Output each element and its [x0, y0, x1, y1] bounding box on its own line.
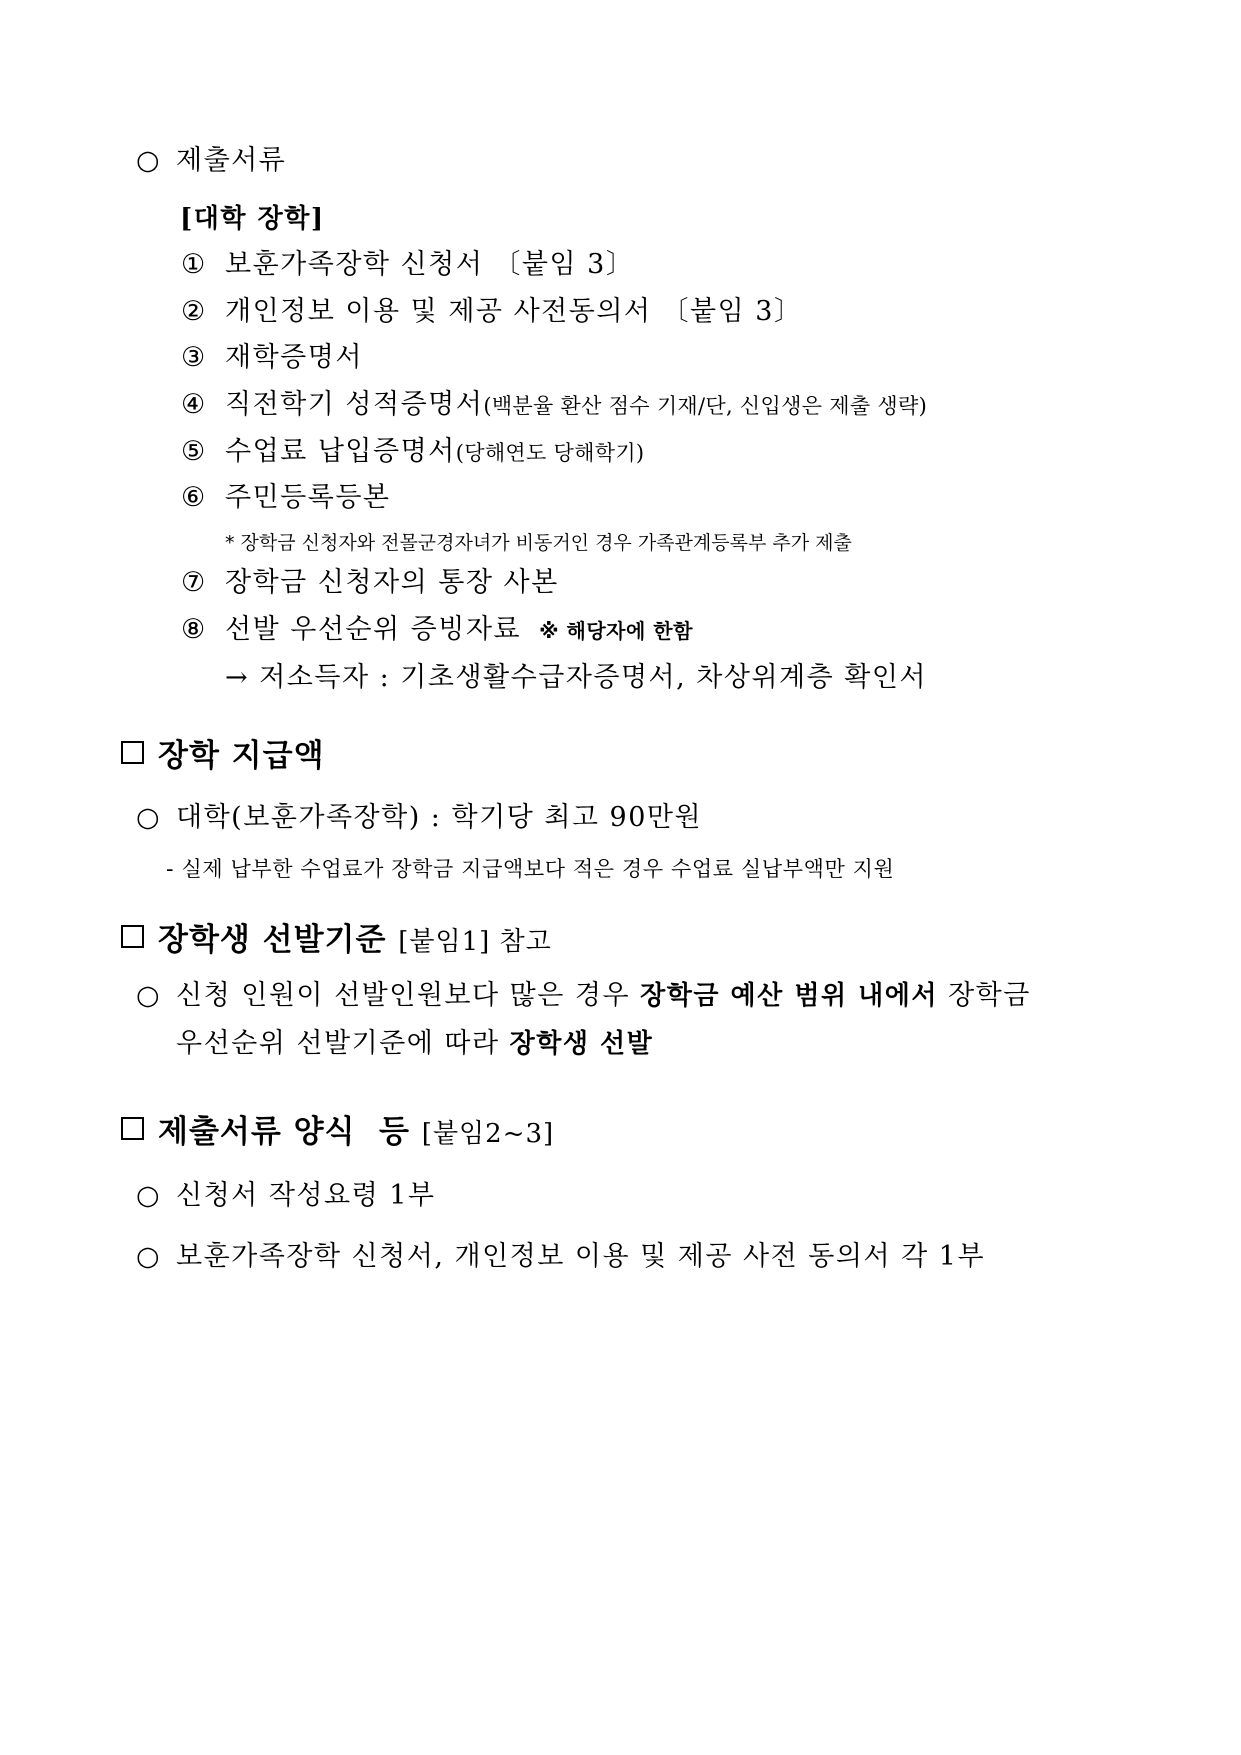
- payment-section-title: 장학 지급액: [158, 738, 325, 774]
- document-item-6: [181, 484, 391, 511]
- document-item-8: [181, 616, 693, 643]
- circle-bullet-icon: ○: [136, 1241, 162, 1272]
- item-marker: ①: [181, 249, 207, 280]
- selection-text-c: 장학금: [937, 980, 1031, 1011]
- forms-item-text: 보훈가족장학 신청서, 개인정보 이용 및 제공 사전 동의서 각 1부: [176, 1241, 986, 1272]
- forms-section-heading: [121, 1114, 555, 1150]
- item-note: ※ 해당자에 한함: [539, 619, 693, 643]
- selection-line-1: [136, 982, 1031, 1009]
- square-bullet-icon: [121, 925, 144, 948]
- circle-bullet-icon: ○: [136, 980, 162, 1011]
- selection-section-title: 장학생 선발기준: [158, 922, 387, 958]
- document-item-2: [181, 298, 803, 325]
- item-marker: ⑤: [181, 436, 207, 467]
- circle-bullet-icon: ○: [136, 1180, 162, 1211]
- documents-heading-text: 제출서류: [176, 145, 287, 176]
- item-marker: ④: [181, 389, 207, 420]
- item-text: 주민등록등본: [225, 482, 391, 513]
- document-item-1: [181, 251, 634, 278]
- selection-section-heading: [121, 922, 552, 958]
- payment-section-heading: [121, 738, 325, 774]
- payment-line-text: 대학(보훈가족장학) : 학기당 최고 90만원: [176, 802, 703, 833]
- document-item-4: [181, 391, 927, 418]
- item-text: 개인정보 이용 및 제공 사전동의서 〔붙임 3〕: [225, 296, 803, 327]
- item-text: 보훈가족장학 신청서 〔붙임 3〕: [225, 249, 635, 280]
- item-text: 선발 우선순위 증빙자료: [225, 614, 521, 645]
- resident-register-note: * 장학금 신청자와 전몰군경자녀가 비동거인 경우 가족관계등록부 추가 제출: [225, 532, 852, 554]
- payment-line: [136, 804, 702, 831]
- item-marker: ③: [181, 342, 207, 373]
- forms-section-ref: [붙임2~3]: [421, 1119, 555, 1149]
- forms-item-text: 신청서 작성요령 1부: [176, 1180, 436, 1211]
- square-bullet-icon: [121, 1117, 144, 1140]
- item-text: 장학금 신청자의 통장 사본: [225, 567, 559, 598]
- documents-category: [대학 장학]: [180, 204, 325, 234]
- document-item-3: [181, 344, 363, 371]
- item-text: 수업료 납입증명서: [225, 436, 456, 467]
- priority-detail: → 저소득자 : 기초생활수급자증명서, 차상위계층 확인서: [225, 662, 928, 693]
- document-item-7: [181, 569, 559, 596]
- document-item-5: [181, 438, 644, 465]
- circle-bullet-icon: ○: [136, 145, 162, 176]
- selection-text-emphasis: 장학생 선발: [509, 1029, 654, 1059]
- item-note: (당해연도 당해학기): [455, 441, 645, 465]
- item-text: 직전학기 성적증명서: [225, 389, 484, 420]
- forms-section-title: 제출서류 양식 등: [158, 1114, 410, 1150]
- item-marker: ⑥: [181, 482, 207, 513]
- selection-text-emphasis: 장학금 예산 범위 내에서: [640, 981, 938, 1011]
- selection-text-a: 우선순위 선발기준에 따라: [176, 1028, 510, 1059]
- forms-item-2: [136, 1243, 985, 1270]
- item-text: 재학증명서: [225, 342, 363, 373]
- circle-bullet-icon: ○: [136, 802, 162, 833]
- selection-text-a: 신청 인원이 선발인원보다 많은 경우: [176, 980, 641, 1011]
- documents-heading: [136, 147, 286, 174]
- selection-section-ref: [붙임1] 참고: [398, 927, 552, 957]
- selection-line-2: [176, 1030, 653, 1057]
- item-marker: ⑧: [181, 614, 207, 645]
- item-marker: ⑦: [181, 567, 207, 598]
- item-note: (백분율 환산 점수 기재/단, 신입생은 제출 생략): [483, 394, 928, 418]
- square-bullet-icon: [121, 741, 144, 764]
- forms-item-1: [136, 1182, 436, 1209]
- item-marker: ②: [181, 296, 207, 327]
- payment-sub-note: - 실제 납부한 수업료가 장학금 지급액보다 적은 경우 수업료 실납부액만 지원: [166, 857, 895, 881]
